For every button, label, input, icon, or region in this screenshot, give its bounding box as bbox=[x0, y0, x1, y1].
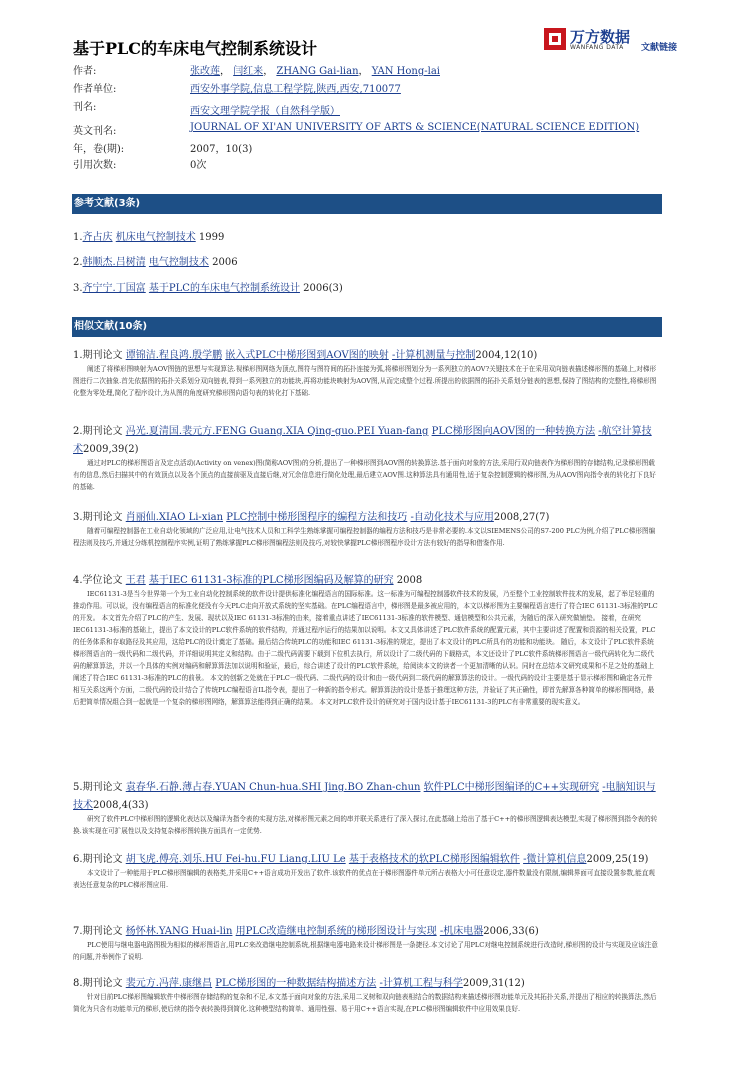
reference-number: 2. bbox=[73, 257, 83, 268]
similar-journal-link[interactable]: -机床电器 bbox=[439, 926, 484, 937]
logo-name-cn: 万方数据 bbox=[570, 28, 631, 46]
similar-item bbox=[73, 975, 658, 1015]
similar-journal-link[interactable]: -电脑知识与技术 bbox=[73, 782, 656, 811]
similar-journal-link[interactable]: -计算机工程与科学 bbox=[379, 978, 463, 989]
reference-title-link[interactable]: 机床电气控制技术 bbox=[115, 232, 196, 243]
reference-year: 2006(3) bbox=[299, 283, 343, 294]
metadata-text: 0次 bbox=[190, 160, 207, 171]
metadata-link[interactable]: JOURNAL OF XI'AN UNIVERSITY OF ARTS & SCIENCE(NATURAL SCIENCE EDITION) bbox=[190, 122, 640, 133]
similar-abstract: 本文设计了一种能用于PLC梯形图编辑的表格类,并采用C++语言成功开发出了软件.该软件的优点在于梯形图器件单元所占表格大小可任意设定,器件数量没有限制,编辑界面可直接设置参数,能直观表达任意复杂的PLC梯形图应用. bbox=[73, 869, 655, 889]
reference-number: 1. bbox=[73, 232, 83, 243]
similar-item bbox=[73, 509, 658, 549]
metadata-link[interactable]: ZHANG Gai-lian bbox=[276, 66, 359, 77]
similar-item bbox=[73, 347, 658, 399]
similar-authors-link[interactable]: 杨怀林.YANG Huai-lin bbox=[125, 926, 233, 937]
similar-abstract: 研究了软件PLC中梯形图的逻辑化表达以及编译为指令表的实现方法,对梯形图元素之间的串并联关系进行了深入探讨,在此基础上给出了基于C++的梯形图逻辑表达模型,实现了梯形图到指令表的转换.该实现在可扩展性以及支持复杂梯形图转换方面具有一定优势. bbox=[73, 815, 658, 835]
wanfang-logo[interactable] bbox=[544, 28, 694, 56]
document-type: 7.期刊论文 bbox=[73, 926, 126, 937]
similar-header: 相似文献(10条) bbox=[72, 317, 662, 337]
similar-issue: 2009,25(19) bbox=[586, 854, 649, 865]
metadata-label: 英文刊名: bbox=[73, 126, 117, 137]
similar-abstract: 阐述了将梯形图映射为AOV图链的思想与实现算法.视梯形图网络为顶点,图符与图符间的拓扑连接为弧,将梯形图划分为一系列独立的AOV?关键技术在于在采用双向链表描述梯形图的基础上,对梯形图进行二次抽象.首先依据图的拓扑关系划分双向链表,得到一系列独立的功能块,再将功能块映射为AOV图,从而完成整个过程.所提出的依据图的拓扑关系划分链表的思想,保持了图结构的完整性,将梯形图化整为零处理,简化了程序设计,为从图的角度研究梯形图向语句表的转化打下基础. bbox=[73, 365, 657, 397]
reference-authors-link[interactable]: 齐占庆 bbox=[82, 232, 113, 243]
similar-authors-link[interactable]: 王君 bbox=[125, 575, 146, 586]
metadata-label: 年，卷(期): bbox=[73, 144, 125, 155]
similar-title-link[interactable]: 软件PLC中梯形图编译的C++实现研究 bbox=[423, 782, 600, 793]
similar-title-link[interactable]: PLC梯形图向AOV图的一种转换方法 bbox=[431, 426, 596, 437]
similar-title-link[interactable]: 基于IEC 61131-3标准的PLC梯形图编码及解算的研究 bbox=[148, 575, 394, 586]
metadata-label: 作者单位: bbox=[73, 84, 117, 95]
similar-issue: 2008,4(33) bbox=[93, 800, 149, 811]
similar-journal-link[interactable]: -自动化技术与应用 bbox=[410, 512, 494, 523]
similar-abstract: PLC使用与继电器电路图极为相似的梯形图语言,用PLC来改造继电控制系统,根据继电器电路来设计梯形图是一条捷径.本文讨论了用PLC对继电控制系统进行改造时,梯形图的设计与实现及应该注意的问题,并举例作了说明. bbox=[73, 941, 658, 961]
similar-journal-link[interactable]: -计算机测量与控制 bbox=[391, 350, 476, 361]
metadata-value bbox=[190, 122, 639, 133]
similar-title-link[interactable]: 用PLC改造继电控制系统的梯形图设计与实现 bbox=[235, 926, 437, 937]
metadata-value: 张改莲， 闫红来， ZHANG Gai-lian， YAN Hong-lai bbox=[190, 66, 440, 77]
reference-number: 3. bbox=[73, 283, 83, 294]
similar-authors-link[interactable]: 袁春华.石静.薄占春.YUAN Chun-hua.SHI Jing.BO Zhan-chun bbox=[125, 782, 421, 793]
reference-item bbox=[73, 279, 343, 294]
similar-journal-link[interactable]: -微计算机信息 bbox=[523, 854, 587, 865]
metadata-label: 刊名: bbox=[73, 102, 97, 113]
similar-abstract: 通过对PLC的梯形图语言及定点活动(Activity on venex)图(简称AOV图)的分析,提出了一种梯形图到AOV图的转换算法.基于面向对象的方法,采用行双向链表作为梯形图的存储结构,记录梯形图载有的信息,然后扫描其中的有效顶点以及各个顶点的直接前驱及直接后继,对冗余信息进行简化处理,最后建立AOV图.这种算法具有通用性,适于复杂控制逻辑的梯形图,为从AOV图向指令表的转化打下良好的基础. bbox=[73, 459, 656, 491]
reference-item bbox=[73, 228, 224, 243]
metadata-link[interactable]: 闫红来 bbox=[233, 66, 264, 77]
similar-item bbox=[73, 779, 658, 837]
literature-link[interactable]: 文献链接 bbox=[641, 43, 678, 53]
references-header: 参考文献(3条) bbox=[72, 194, 662, 214]
metadata-value bbox=[190, 102, 340, 117]
metadata-value bbox=[190, 140, 252, 155]
similar-item-heading bbox=[73, 423, 658, 459]
similar-journal-link[interactable]: -航空计算技术 bbox=[73, 426, 652, 455]
metadata-link[interactable]: 张改莲 bbox=[190, 66, 220, 77]
similar-authors-link[interactable]: 谭锦洁.程良鸿.殷学鹏 bbox=[125, 350, 223, 361]
metadata-value bbox=[190, 80, 401, 95]
similar-abstract: 针对目前PLC梯形图编辑软件中梯形图存储结构的复杂和不足,本文基于面向对象的方法,采用二叉树和双向链表相结合的数据结构来描述梯形图功能单元及其拓扑关系,并提出了相应的转换算法,然后简化为只含有功能单元的梯形,使后续的指令表转换得到简化.这种模型结构简单、通用性强、易于用C++语言实现,在PLC梯形图编辑软件中应用效果良好. bbox=[73, 993, 657, 1013]
similar-authors-link[interactable]: 裴元方.冯萍.康继昌 bbox=[125, 978, 213, 989]
document-type: 6.期刊论文 bbox=[73, 854, 126, 865]
document-type: 4.学位论文 bbox=[73, 575, 126, 586]
similar-issue: 2008,27(7) bbox=[493, 512, 550, 523]
document-type: 1.期刊论文 bbox=[73, 350, 126, 361]
similar-authors-link[interactable]: 冯光.夏清国.裴元方.FENG Guang.XIA Qing-guo.PEI Yuan-fang bbox=[125, 426, 429, 437]
reference-authors-link[interactable]: 韩顺杰.吕树清 bbox=[82, 257, 146, 268]
similar-authors-link[interactable]: 肖丽仙.XIAO Li-xian bbox=[125, 512, 224, 523]
metadata-link[interactable]: YAN Hong-lai bbox=[371, 66, 440, 77]
document-type: 8.期刊论文 bbox=[73, 978, 126, 989]
reference-item bbox=[73, 253, 238, 268]
metadata-label: 作者: bbox=[73, 66, 97, 77]
reference-authors-link[interactable]: 齐宁宁.丁国富 bbox=[82, 283, 146, 294]
reference-title-link[interactable]: 电气控制技术 bbox=[148, 257, 209, 268]
similar-issue: 2008 bbox=[393, 575, 423, 586]
page-title: 基于PLC的车床电气控制系统设计 bbox=[73, 39, 318, 58]
metadata-link[interactable]: 西安外事学院,信息工程学院,陕西,西安,710077 bbox=[190, 84, 401, 95]
reference-title-link[interactable]: 基于PLC的车床电气控制系统设计 bbox=[148, 283, 300, 294]
metadata-label: 引用次数: bbox=[73, 160, 117, 171]
similar-title-link[interactable]: 基于表格技术的软PLC梯形图编辑软件 bbox=[348, 854, 520, 865]
similar-authors-link[interactable]: 胡飞虎.傅亮.刘乐.HU Fei-hu.FU Liang.LIU Le bbox=[125, 854, 346, 865]
similar-abstract: 随着可编程控制器在工业自动化领域的广泛应用,让电气技术人员和工科学生熟练掌握可编程控制器的编程方法和技巧是非常必要的.本文以SIEMENS公司的S7-200 PLC为例,介绍了PLC梯形图编程法则及技巧,并通过分练机控制程序实例,证明了熟练掌握PLC梯形图编程法则及技巧,对较快掌握PLC梯形图程序设计方法有较好的指导和借鉴作用. bbox=[73, 527, 656, 547]
similar-issue: 2009,31(12) bbox=[462, 978, 525, 989]
similar-item bbox=[73, 851, 658, 891]
reference-year: 1999 bbox=[195, 232, 225, 243]
document-type: 2.期刊论文 bbox=[73, 426, 126, 437]
similar-issue: 2009,39(2) bbox=[83, 444, 139, 455]
metadata-text: 2007，10(3) bbox=[190, 144, 253, 155]
similar-item-heading bbox=[73, 779, 658, 815]
document-type: 5.期刊论文 bbox=[73, 782, 126, 793]
similar-item bbox=[73, 423, 658, 493]
reference-year: 2006 bbox=[208, 257, 238, 268]
similar-issue: 2004,12(10) bbox=[475, 350, 538, 361]
metadata-value bbox=[190, 156, 206, 171]
similar-abstract: IEC61131-3是当今世界第一个为工业自动化控制系统的软件设计提供标准化编程语言的国际标准。这一标准为可编程控制器软件技术的发展，乃至整个工业控制软件技术的发展，起了举足轻重的推动作用。可以说，没有编程语言的标准化便没有今天PLC走向开放式系统的坚实基础。在PLC编程语言中，梯形图是最多被应用的，本文以梯形图为主要编程语言进行了符合IEC 61131-3标准的PLC的开发。 本文首先介绍了PLC的产生、发展、现状以及IEC 61131-3标准的由来，接着重点讲述了IEC61131-3标准的软件模型、通信模型和公共元素，为随后的深入研究做铺垫。 接着，在研究IEC61131-3标准的基础上，提出了本文设计的PLC软件系统的软件结构，并通过程序运行的结果加以说明。本文又具体讲述了PLC软件系统的配置元素，其中主要讲述了配置和资源的相关设置，PLC的任务体系和存取路径及其应用，这给PLC的设计奠定了基础。最后结合传统PLC的功能和IEC 61131-3标准的规定，提出了本文设计的PLC所具有的功能和功能块。 随后，本文设计了PLC软件系统梯形图语言的一级代码和二级代码，并详细说明其定义和结构。由于二级代码需要下载到下位机去执行，所以设计了二级代码的下载格式，本文还设计了PLC软件系统梯形图语言一级代码转化为二级代码的解算算法，并以一个具体的实例对编码和解算算法加以说明和验证，最后，综合讲述了设计的PLC软件系统，给阅读本文的读者一个更加清晰的认识。同时在总结本文研究成果和不足之处的基础上阐述了符合IEC 61131-3标准的PLC的前景。 本文的创新之处就在于PLC一级代码、二级代码的设计和由一级代码到二级代码的解算算法的设计。一级代码的设计主要是基于显示梯形图和确定各元件相互关系这两个方面，二级代码的设计结合了传统PLC编程语言IL指令表，提出了一种新的指令形式。解算算法的设计是基于推理这种方法，并验证了其正确性，即首先解算各种简单的梯形图网络，最后把简单情况组合到一起就是一个复杂的梯形图网络，解算算法能得到正确的结果。 本文对PLC软件设计的研究对于国内设计基于IEC61131-3的PLC有非常重要的现实意义。 bbox=[73, 590, 658, 706]
logo-name-en: WANFANG DATA bbox=[570, 44, 624, 51]
similar-issue: 2006,33(6) bbox=[483, 926, 539, 937]
similar-title-link[interactable]: PLC控制中梯形图程序的编程方法和技巧 bbox=[226, 512, 408, 523]
wanfang-logo-icon bbox=[544, 28, 566, 50]
metadata-link[interactable]: 西安文理学院学报（自然科学版） bbox=[190, 106, 340, 117]
document-type: 3.期刊论文 bbox=[73, 512, 126, 523]
similar-title-link[interactable]: 嵌入式PLC中梯形图到AOV图的映射 bbox=[225, 350, 389, 361]
similar-title-link[interactable]: PLC梯形图的一种数据结构描述方法 bbox=[215, 978, 377, 989]
similar-item bbox=[73, 572, 658, 708]
similar-item bbox=[73, 923, 658, 963]
